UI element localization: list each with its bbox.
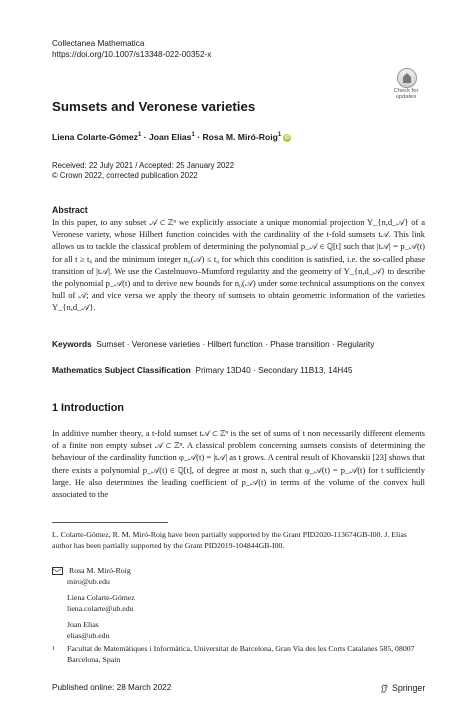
contact-2-email[interactable]: liena.colarte@ub.edu [67, 603, 134, 613]
author-2-name[interactable]: Joan Elias [148, 132, 192, 142]
footnote-divider [52, 522, 168, 523]
affiliation [52, 644, 425, 665]
update-icon [397, 68, 417, 88]
introduction-text: In additive number theory, a t-fold sumset t𝒜 ⊂ ℤⁿ is the set of sums of t non necessarily different elements of a finite non empty subset 𝒜 ⊂ ℤⁿ. A classical problem concerning sumsets consists of determining the behaviour of the cardinality function φ_𝒜(t) = |t𝒜| as t grows. A central result of Khovanskii [23] shows that there exists a polynomial p_𝒜(t) ∈ ℚ[t], of degree at most n, such that φ_𝒜(t) = p_𝒜(t) for t sufficiently large. He also determines the leading coefficient of p_𝒜(t) in terms of the volume of the convex hull associated to the [52, 428, 425, 500]
journal-name: Collectanea Mathematica [52, 39, 145, 48]
author-1-affil: 1 [137, 132, 142, 139]
author-separator: · [141, 132, 149, 142]
springer-horse-icon [380, 684, 389, 693]
badge-line1: Check for [393, 88, 419, 94]
author-separator: · [194, 132, 203, 142]
badge-line2: updates [395, 94, 417, 101]
publisher-name: Springer [392, 683, 426, 693]
section-number: 1 [52, 402, 59, 414]
contact-2-name: Liena Colarte-Gómez [67, 593, 135, 602]
author-list [52, 132, 291, 142]
author-3-affil: 1 [277, 132, 282, 139]
journal-doi[interactable]: https://doi.org/10.1007/s13348-022-00352-x [52, 50, 212, 59]
abstract-heading: Abstract [52, 205, 88, 215]
affiliation-text: Facultat de Matemàtiques i Informàtica, Universitat de Barcelona, Gran Via des les Corts Catalanes 585, 08007 Barcelona, Spain [67, 644, 415, 664]
contact-block [52, 566, 135, 641]
contact-1-name: Rosa M. Miró-Roig [69, 566, 131, 575]
publisher-logo [380, 683, 425, 693]
paper-title: Sumsets and Veronese varieties [52, 99, 256, 114]
contact-3-name: Joan Elias [67, 620, 99, 629]
keywords-label: Keywords [52, 339, 92, 349]
msc-text: Primary 13D40 · Secondary 11B13, 14H45 [195, 365, 353, 375]
affiliation-number: 1 [52, 646, 55, 652]
abstract-text: In this paper, to any subset 𝒜 ⊂ ℤⁿ we explicitly associate a unique monomial projection Y_{n,d_𝒜} of a Veronese variety, whose Hilbert function coincides with the cardinality of the t-fold sumsets t𝒜. This link allows us to tackle the classical problem of determining the polynomial p_𝒜 ∈ ℚ[t] such that |t𝒜| = p_𝒜(t) for all t ≥ t₀ and the minimum integer n₀(𝒜) ≤ t₀ for which this condition is satisfied, i.e. the so-called phase transition of |t𝒜|. We use the Castelnuovo–Mumford regularity and the geometry of Y_{n,d_𝒜} to describe the polynomial p_𝒜(t) and to derive new bounds for n₀(𝒜) under some technical assumptions on the convex hull of 𝒜; and vice versa we apply the theory of sumsets to obtain geometric information of the varieties Y_{n,d_𝒜}. [52, 217, 425, 313]
publication-dates [52, 161, 234, 181]
contact-1-email[interactable]: miro@ub.edu [67, 576, 110, 586]
published-online: Published online: 28 March 2022 [52, 683, 172, 692]
msc-label: Mathematics Subject Classification [52, 365, 191, 375]
received-accepted: Received: 22 July 2021 / Accepted: 25 January 2022 [52, 161, 235, 170]
section-heading [52, 402, 124, 414]
author-2-affil: 1 [191, 132, 195, 139]
author-1-name[interactable]: Liena Colarte-Gómez [52, 132, 138, 142]
msc-classification [52, 365, 353, 375]
keywords [52, 339, 374, 349]
author-3-name[interactable]: Rosa M. Miró-Roig [202, 132, 278, 142]
orcid-icon[interactable]: iD [284, 134, 290, 141]
copyright: © Crown 2022, corrected publication 2022 [52, 171, 198, 180]
funding-footnote: L. Colarte-Gómez, R. M. Miró-Roig have been partially supported by the Grant PID2020-113674GB-I00. J. Elias author has been partially supported by the Grant PID2019-104844GB-I00. [52, 530, 407, 550]
journal-header [52, 38, 211, 60]
keywords-text: Sumset · Veronese varieties · Hilbert function · Phase transition · Regularity [96, 339, 375, 349]
envelope-icon [52, 567, 63, 575]
section-title: Introduction [61, 402, 124, 414]
contact-3-email[interactable]: elias@ub.edu [67, 630, 110, 640]
check-for-updates-badge[interactable] [388, 68, 424, 100]
